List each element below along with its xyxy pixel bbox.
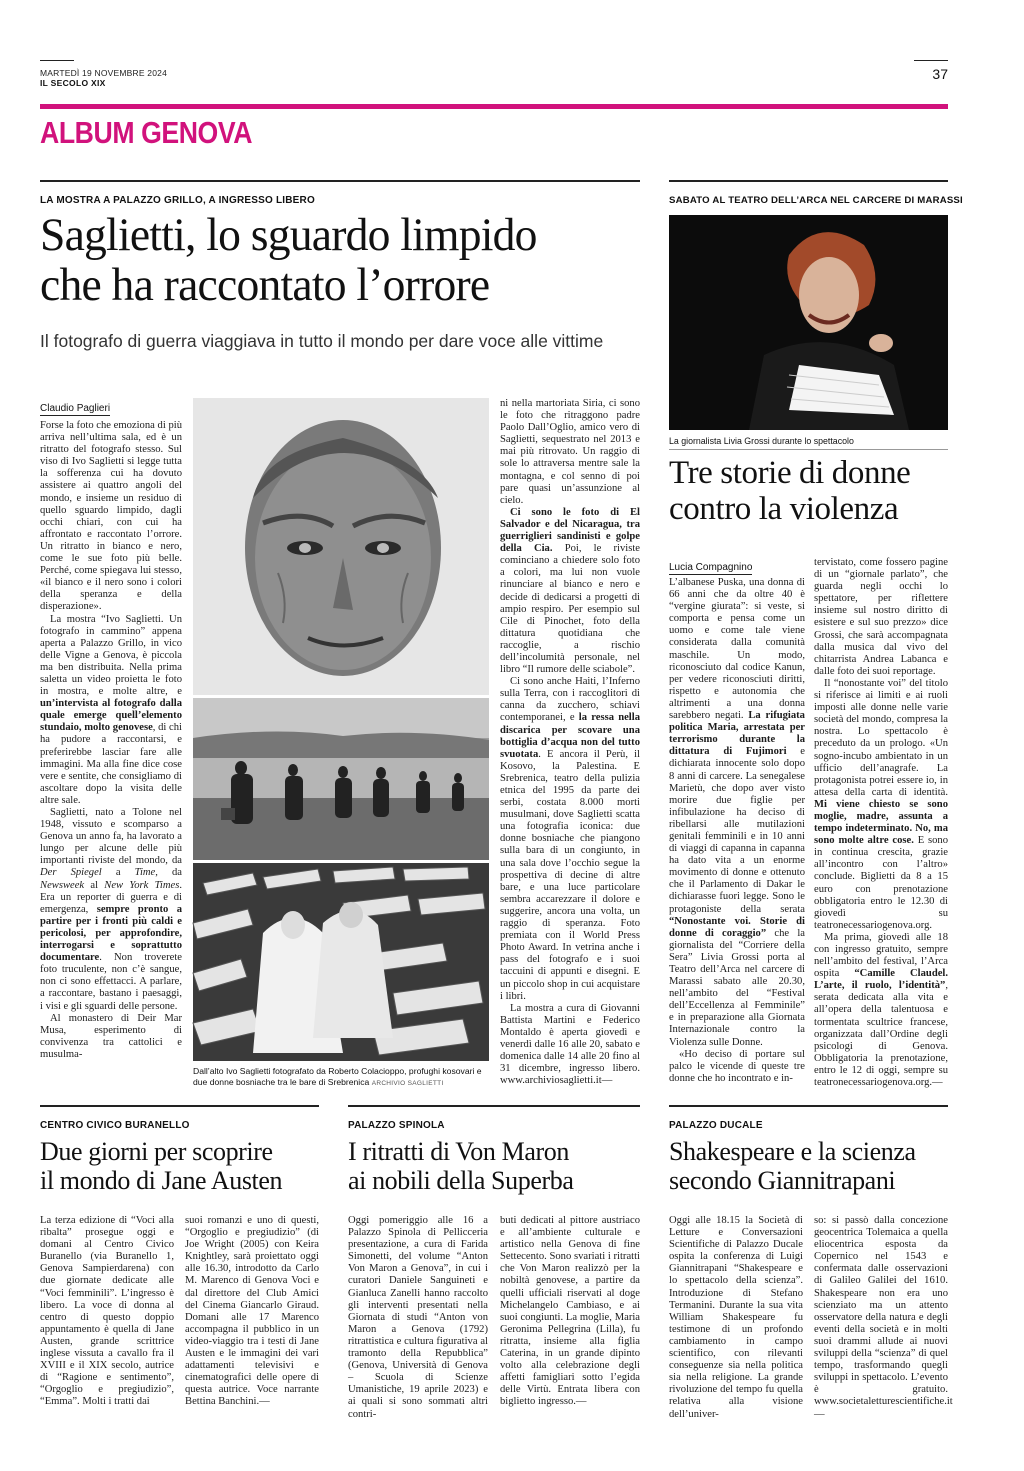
side-story-byline-wrap bbox=[669, 557, 752, 575]
main-photo-credit: ARCHIVIO SAGLIETTI bbox=[371, 1080, 444, 1087]
header-top-rule-right bbox=[914, 60, 948, 61]
bottom2-headline bbox=[348, 1137, 573, 1195]
photo-ivo-saglietti-portrait bbox=[193, 398, 489, 695]
side-headline-line2: contro la violenza bbox=[669, 491, 899, 527]
main-col3-p1: ni nella martoriata Siria, ci sono le foto che ritraggono padre Paolo Dall’Oglio, amico vero di Saglietti, sequestrato nel 2013 e mai più ritrovato. Un raggio di sole lo attraversa mentre sale la montagna, e col senno di poi pare quasi un’assunzione al cielo. bbox=[500, 398, 640, 506]
side-caption-rule bbox=[669, 449, 948, 450]
bottom3-headline-line2: secondo Giannitrapani bbox=[669, 1166, 896, 1195]
main-col1-p3: Saglietti, nato a Tolone nel 1948, vissuto e scomparso a Genova un anno fa, ha lavorato a lungo per alcune delle più importanti riviste del mondo, da Der Spiegel a Time, da Newsweek al New York Times. Era un reporter di guerra e di emergenza, sempre pronto a partire per i fronti più caldi e pericolosi, per approfondire, interrogarsi e soprattutto documentare. Non troverete foto truculente, non c’è sangue, non ci sono effettacci. A parlare, a raccontare, bastano i paesaggi, i visi e gli sguardi delle persone. bbox=[40, 807, 183, 1012]
page-number: 37 bbox=[932, 66, 948, 82]
bottom1-kicker: CENTRO CIVICO BURANELLO bbox=[40, 1120, 190, 1131]
bottom2-col2-text: buti dedicati al pittore austriaco e all’ambiente culturale e artistico nella Genova di fine Settecento. Sono svariati i ritratti che Von Maron realizzò per la nobiltà genovese, a partire da quelli ufficiali riservati al doge Michelangelo Cambiaso, e ai suoi congiunti. La moglie, Maria Geronima Pellegrina (Lilla), fu ritratta, insieme alla figlia Caterina, in un grande dipinto volto alla celebrazione degli affetti famigliari sotto l’egida delle Virtù. Entrata libera con biglietto ingresso.— bbox=[500, 1215, 640, 1408]
main-headline-line2: che ha raccontato l’orrore bbox=[40, 259, 490, 311]
coffins-illustration bbox=[193, 863, 489, 1061]
bottom1-headline bbox=[40, 1137, 282, 1195]
main-story-byline: Claudio Paglieri bbox=[40, 403, 111, 414]
side-story-byline: Lucia Compagnino bbox=[669, 562, 753, 573]
side-story-column-1 bbox=[669, 577, 805, 1084]
main-col3-p2: Ci sono le foto di El Salvador e del Nicaragua, tra guerriglieri sandinisti e golpe della Cia. Poi, le riviste cominciano a chiedere solo foto a colori, ma lui non vuole rinunciare al bianco e nero e decide di dedicarsi a progetti di ampio respiro. Per esempio sul Cile di Pinochet, foto della dittatura quotidiana che raccoglie, a rischio dell’incolumità personale, nel libro “Il rumore delle sciabole”. bbox=[500, 506, 640, 676]
bottom3-headline-line1: Shakespeare e la scienza bbox=[669, 1137, 916, 1166]
main-story-byline-wrap bbox=[40, 398, 110, 416]
side-headline-line1: Tre storie di donne bbox=[669, 455, 911, 491]
main-col3-p3: Ci sono anche Haiti, l’Inferno sulla Terra, con i raccoglitori di canna da zucchero, schiavi contemporanei, e la ressa nella discarica per scovare una bottiglia d’acqua non del tutto svuotata. E ancora il Perù, il Kosovo, la Palestina. E Srebrenica, teatro della pulizia etnica del 1995 da parte dei serbi, costata 8.000 morti musulmani, dove Saglietti scatta una fotografia iconica: due donne bosniache che piangono sulla bara di un congiunto, in una sala dove l’occhio segue la prospettiva di decine di altre bare, e una luce particolare sembra accarezzare il dolore e suggerire, ancora una volta, un raggio di speranza. Foto premiata con il World Press Photo Award. In vetrina anche i pass del fotografo e i suoi taccuini di appunti e disegni. E un piccolo shop in cui acquistare i libri. bbox=[500, 676, 640, 1002]
livia-grossi-illustration bbox=[669, 215, 948, 430]
bottom1-headline-line1: Due giorni per scoprire bbox=[40, 1137, 273, 1166]
side-story-kicker: SABATO AL TEATRO DELL’ARCA NEL CARCERE DI MARASSI bbox=[669, 195, 963, 206]
issue-date: MARTEDÌ 19 NOVEMBRE 2024 bbox=[40, 68, 167, 78]
side-col2-p1: tervistato, come fossero pagine di un “giornale parlato”, che guarda negli occhi lo spettatore, per riflettere insieme sul nostro diritto di esistere e sul suo prezzo» dice Grossi, che sarà accompagnata dalla musica dal vivo del chitarrista Andrea Labanca e dalle foto dei suoi reportage. bbox=[814, 557, 948, 677]
bottom2-col1-text: Oggi pomeriggio alle 16 a Palazzo Spinola di Pellicceria presentazione, a cura di Farida Simonetti, del volume “Anton Von Maron a Genova”, in cui i curatori Daniele Sanguineti e Gianluca Zanelli hanno raccolto gli interventi presentati nella Giornata di studi “Anton von Maron a Genova (1792) ritrattistica e cultura figurativa al tramonto della Repubblica” (Genova, Università di Genova – Scuola di Scienze Umanistiche, 19 aprile 2023) e ai quali si sono sommati altri contri- bbox=[348, 1215, 488, 1420]
side-col2-p3: Ma prima, giovedì alle 18 con ingresso gratuito, sempre nell’ambito del festival, l’Arca ospita “Camille Claudel. L’arte, il ruolo, l’identità”, serata dedicata alla vita e all’opera della talentuosa e tormentata scultrice francese, organizzata dall’Ordine degli psicologi di Genova. Obbligatoria la prenotazione, entro le 12 di oggi, sempre su teatronecessariogenova.org.— bbox=[814, 931, 948, 1089]
section-title: ALBUM GENOVA bbox=[40, 115, 253, 150]
side-story-column-2 bbox=[814, 557, 949, 1089]
photo-kosovar-refugees bbox=[193, 698, 489, 860]
main-story-column-1 bbox=[40, 420, 182, 1080]
bottom1-top-rule bbox=[40, 1105, 319, 1107]
main-col1-p4: Al monastero di Deir Mar Musa, esperimento di convivenza tra cattolici e musulma- bbox=[40, 1012, 182, 1060]
main-story-headline bbox=[40, 210, 537, 310]
newspaper-name: IL SECOLO XIX bbox=[40, 78, 106, 88]
side-photo-caption: La giornalista Livia Grossi durante lo spettacolo bbox=[669, 436, 854, 446]
bottom2-headline-line2: ai nobili della Superba bbox=[348, 1166, 574, 1195]
main-col1-p1: Forse la foto che emoziona di più arriva nell’ultima sala, ed è un ritratto del fotografo stesso. Sul viso di Ivo Saglietti si legge tutta la sofferenza cui ha dovuto assistere ai quattro angoli del mondo, e insieme un residuo di quello sguardo limpido, dagli occhi chiari, con cui ha affrontato e raccontato l’orrore. Un ritratto in bianco e nero, come le sue foto più belle. Perché, come spiegava lui stesso, «il bianco e il nero sono i colori della speranza e della disperazione». bbox=[40, 420, 182, 613]
bottom1-column-2 bbox=[185, 1215, 319, 1415]
main-story-subhead: Il fotografo di guerra viaggiava in tutto il mondo per dare voce alle vittime bbox=[40, 331, 604, 351]
bottom1-col1-text: La terza edizione di “Voci alla ribalta” prosegue oggi e domani al Centro Civico Buranello (via Buranello 1, Genova Sampierdarena) con due giornate dedicate alle “Voci femminili”. L’ingresso è libero. La voce di donna al centro di questo doppio appuntamento è quella di Jane Austen, grande scrittrice inglese vissuta a cavallo fra il XVIII e il XIX secolo, autrice di “Ragione e sentimento”, “Orgoglio e pregiudizio”, “Emma”. Molti i tratti dai bbox=[40, 1215, 174, 1408]
main-col1-p2: La mostra “Ivo Saglietti. Un fotografo in cammino” appena aperta a Palazzo Grillo, in vico delle Vigne a Genova, è piccola ma ben distribuita. Nella prima saletta un video proietta le foto in mostra, e molte altre, e un’intervista al fotografo dalla quale emerge quell’elemento stundaio, molto genovese, di chi ha pudore a raccontarsi, e preferirebbe lasciar fare alle immagini. Ma alla fine dice cose vere e sentite, che consigliamo di ascoltare dopo la visita delle altre sale. bbox=[40, 613, 182, 806]
side-col2-p2: Il “nonostante voi” del titolo si riferisce ai limiti e ai ruoli imposti alle donne nelle varie società del mondo, compresa la nostra. Lo spettacolo è preceduto da un prologo. «Un sogno-incubo ambientato in un ufficio dell’anagrafe. La protagonista potrei essere io, in attesa della carta di identità. Mi viene chiesto se sono moglie, madre, assunta a tempo indeterminato. No, ma sono molte altre cose. E sono in continua crescita, grazie all’incontro con l’altro» conclude. Biglietti da 8 a 15 euro con prenotazione obbligatoria entro le 12.30 di giovedì su teatronecessariogenova.org. bbox=[814, 677, 949, 931]
section-top-rule bbox=[40, 104, 948, 109]
side-story-top-rule bbox=[669, 180, 948, 182]
bottom1-col2-text: suoi romanzi e uno di questi, “Orgoglio e pregiudizio” (di Joe Wright (2005) con Keira Knightley, sarà proiettato oggi alle 16.30, introdotto da Carlo M. Marenco di Genova Voci e dal direttore del Club Amici del Cinema Giancarlo Giraud. Domani alle 17 Marenco accompagna il pubblico in un video-viaggio tra i testi di Jane Austen e le immagini dei vari adattamenti televisivi e cinematografici delle opere di questa autrice. Voce narrante Bettina Banchini.— bbox=[185, 1215, 319, 1408]
main-headline-line1: Saglietti, lo sguardo limpido bbox=[40, 209, 537, 261]
main-story-column-3 bbox=[500, 398, 640, 1087]
photo-livia-grossi bbox=[669, 215, 948, 430]
side-col1-p2: «Ho deciso di portare sul palco le vicende di queste tre donne che ho incontrato e in- bbox=[669, 1048, 805, 1084]
bottom2-kicker: PALAZZO SPINOLA bbox=[348, 1120, 445, 1131]
bottom3-column-1 bbox=[669, 1215, 803, 1420]
bottom3-headline bbox=[669, 1137, 916, 1195]
main-col3-p4: La mostra a cura di Giovanni Battista Martini e Federico Montaldo è aperta giovedì e venerdì dalle 16 alle 20, sabato e domenica dalle 14 alle 20 fino al 31 dicembre, ingresso libero. www.archiviosaglietti.it— bbox=[500, 1002, 640, 1087]
bottom3-kicker: PALAZZO DUCALE bbox=[669, 1120, 763, 1131]
header-top-rule-left bbox=[40, 60, 74, 61]
side-story-headline bbox=[669, 455, 910, 527]
refugees-illustration bbox=[193, 698, 489, 860]
bottom3-top-rule bbox=[669, 1105, 948, 1107]
bottom2-headline-line1: I ritratti di Von Maron bbox=[348, 1137, 569, 1166]
portrait-illustration bbox=[193, 398, 489, 695]
main-photo-caption: Dall’alto Ivo Saglietti fotografato da Roberto Colacioppo, profughi kosovari e due donne bosniache tra le bare di Srebrenica ARCHIVIO SAGLIETTI bbox=[193, 1066, 482, 1087]
bottom2-column-2 bbox=[500, 1215, 640, 1415]
bottom1-headline-line2: il mondo di Jane Austen bbox=[40, 1166, 283, 1195]
main-story-top-rule bbox=[40, 180, 640, 182]
bottom3-col1-text: Oggi alle 18.15 la Società di Letture e Conversazioni Scientifiche di Palazzo Ducale ospita la conferenza di Luigi Giannitrapani “Shakespeare e lo spettacolo della scienza”. Introduzione di Stefano Termanini. Durante la sua vita William Shakespeare fu testimone di un profondo cambiamento in campo scientifico, con rilevanti conseguenze sia nella politica sia nella religione. La grande rivoluzione del tempo fu quella relativa alla visione dell’univer- bbox=[669, 1215, 803, 1420]
side-col1-p1: L’albanese Puska, una donna di 66 anni che da oltre 40 è “vergine giurata”: si veste, si comporta e pensa come un uomo e come tale viene considerata dalla comunità maschile. Un modo, riconosciuto dal codice Kanun, per vedere riconosciuti diritti, rispetto e autonomia che altrimenti a una donna sarebbero negati. La rifugiata politica Maria, arrestata per terrorismo durante la dittatura di Fujimori e dichiarata innocente solo dopo 8 anni di carcere. La senegalese Marietù, che dopo aver visto morire due figlie per infibulazione ha deciso di ribellarsi alle mutilazioni genitali femminili e in 10 anni di viaggi di capanna in capanna ha dato vita a un enorme movimento di donne e ottenuto che il Parlamento di Dakar le dichiarasse fuori legge. Sono le protagoniste della serata “Nonostante voi. Storie di donne di coraggio” che la giornalista del “Corriere della Sera” Livia Grossi porta al Teatro dell’Arca nel carcere di Marassi sabato alle 20.30, nell’ambito del “Festival dell’Eccellenza al Femminile” e in preparazione alla Giornata Internazionale contro la Violenza sulle Donne. bbox=[669, 577, 805, 1048]
bottom2-column-1 bbox=[348, 1215, 488, 1420]
main-story-kicker: LA MOSTRA A PALAZZO GRILLO, A INGRESSO LIBERO bbox=[40, 195, 315, 206]
bottom1-column-1 bbox=[40, 1215, 174, 1415]
photo-srebrenica-coffins bbox=[193, 863, 489, 1061]
bottom3-column-2 bbox=[814, 1215, 953, 1420]
bottom2-top-rule bbox=[348, 1105, 640, 1107]
bottom3-col2-text: so: si passò dalla concezione geocentrica Tolemaica a quella eliocentrica esposta da Copernico nel 1543 e confermata dalle osservazioni di Galileo Galilei del 1610. Shakespeare non era uno scienziato ma un attento osservatore della natura e degli eventi della società e in molti suoi drammi allude ai nuovi sviluppi della “scienza” di quel tempo, trasformando quegli sviluppi in spettacolo. L’evento è gratuito. www.societaletturescientifiche.it— bbox=[814, 1215, 953, 1420]
